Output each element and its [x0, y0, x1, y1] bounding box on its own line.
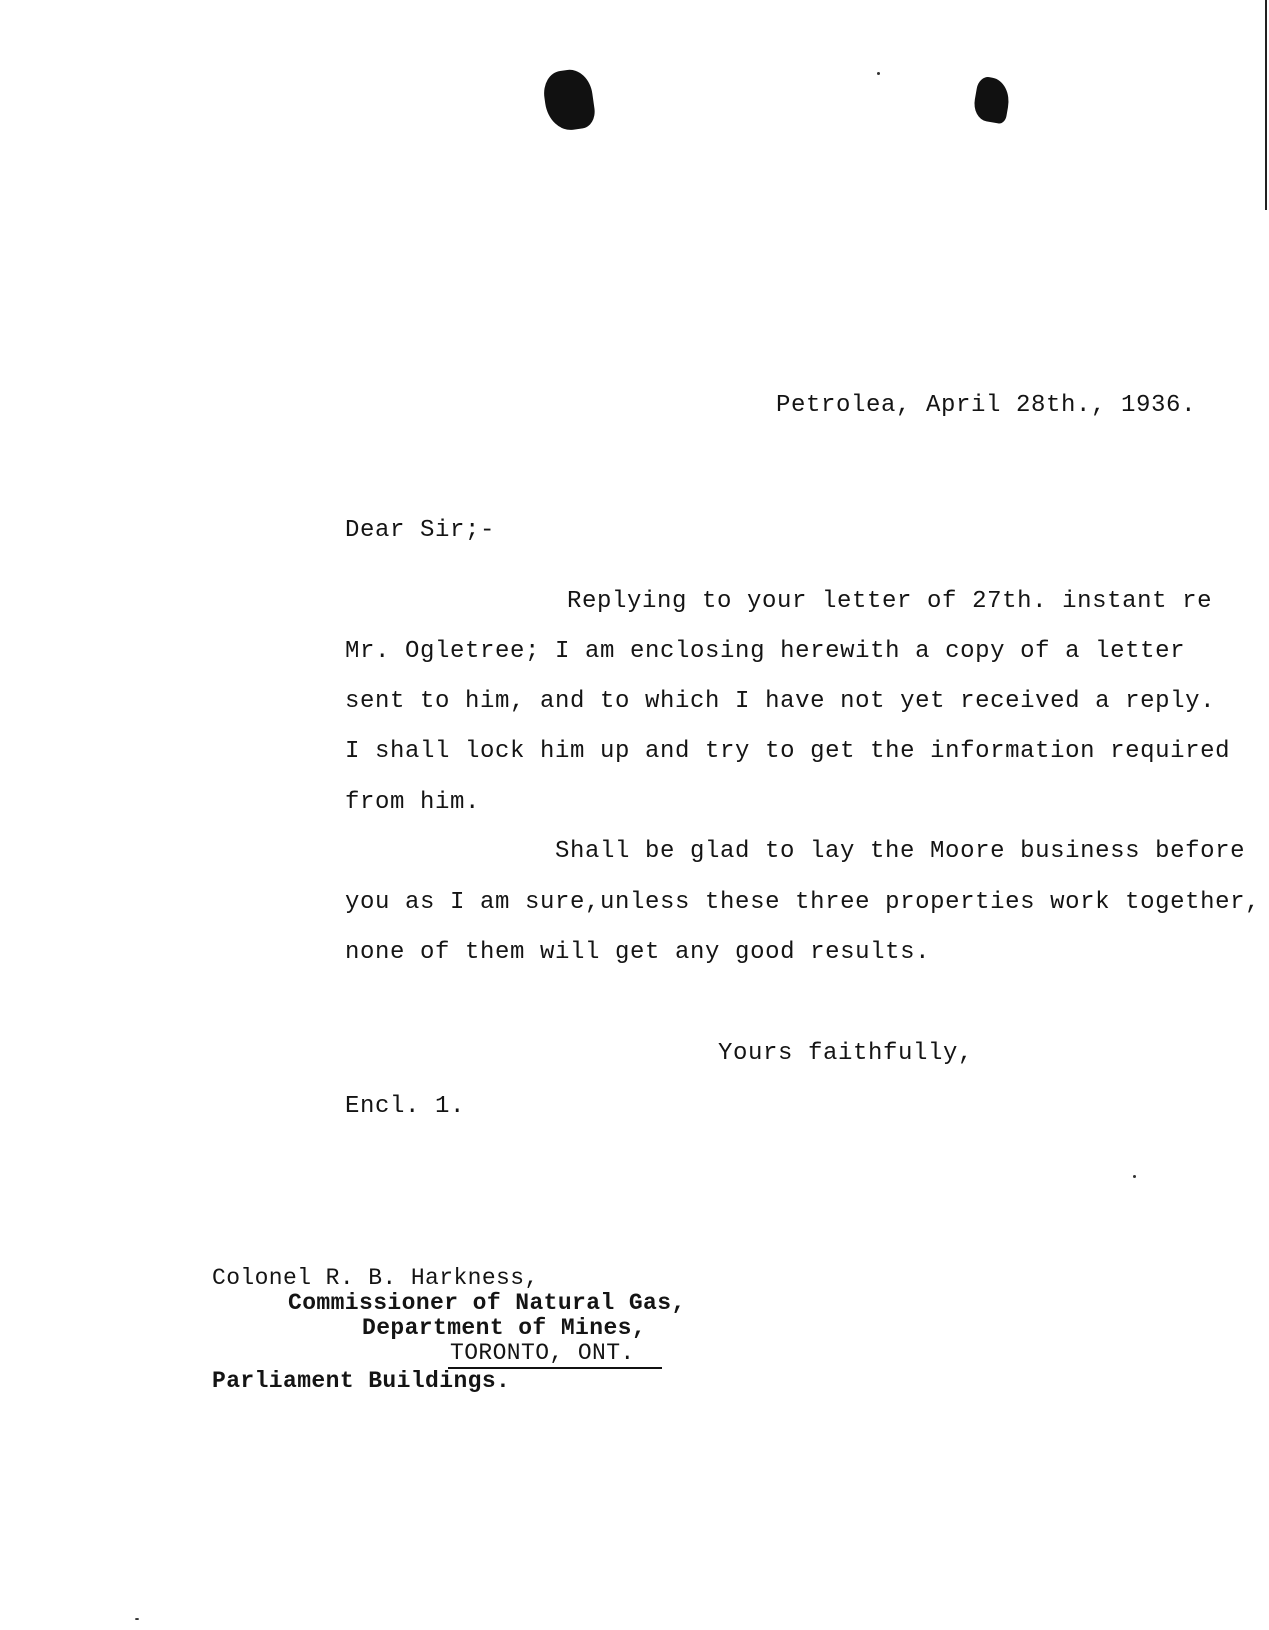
speck: [877, 72, 880, 75]
body-line: I shall lock him up and try to get the information required: [345, 738, 1231, 765]
speck: [135, 1618, 139, 1620]
body-line: you as I am sure,unless these three properties work together,: [345, 889, 1261, 916]
salutation: Dear Sir;-: [345, 517, 496, 544]
body-line: Mr. Ogletree; I am enclosing herewith a copy of a letter: [345, 638, 1186, 665]
body-line: Replying to your letter of 27th. instant re: [567, 588, 1213, 615]
ink-blot-right: [971, 75, 1012, 124]
page-edge-shadow: [1265, 0, 1267, 210]
recipient-building: Parliament Buildings.: [212, 1368, 511, 1394]
closing: Yours faithfully,: [718, 1040, 974, 1067]
recipient-department: Department of Mines,: [362, 1315, 647, 1341]
body-line: Shall be glad to lay the Moore business before: [555, 838, 1246, 865]
recipient-city: TORONTO, ONT.: [450, 1340, 635, 1366]
ink-blot-left: [541, 67, 597, 133]
recipient-name: Colonel R. B. Harkness,: [212, 1265, 539, 1291]
recipient-title: Commissioner of Natural Gas,: [288, 1290, 686, 1316]
dateline: Petrolea, April 28th., 1936.: [776, 392, 1197, 419]
body-line: sent to him, and to which I have not yet received a reply.: [345, 688, 1216, 715]
body-line: from him.: [345, 789, 481, 816]
body-line: none of them will get any good results.: [345, 939, 931, 966]
enclosure-note: Encl. 1.: [345, 1093, 466, 1120]
speck: [1133, 1175, 1136, 1178]
